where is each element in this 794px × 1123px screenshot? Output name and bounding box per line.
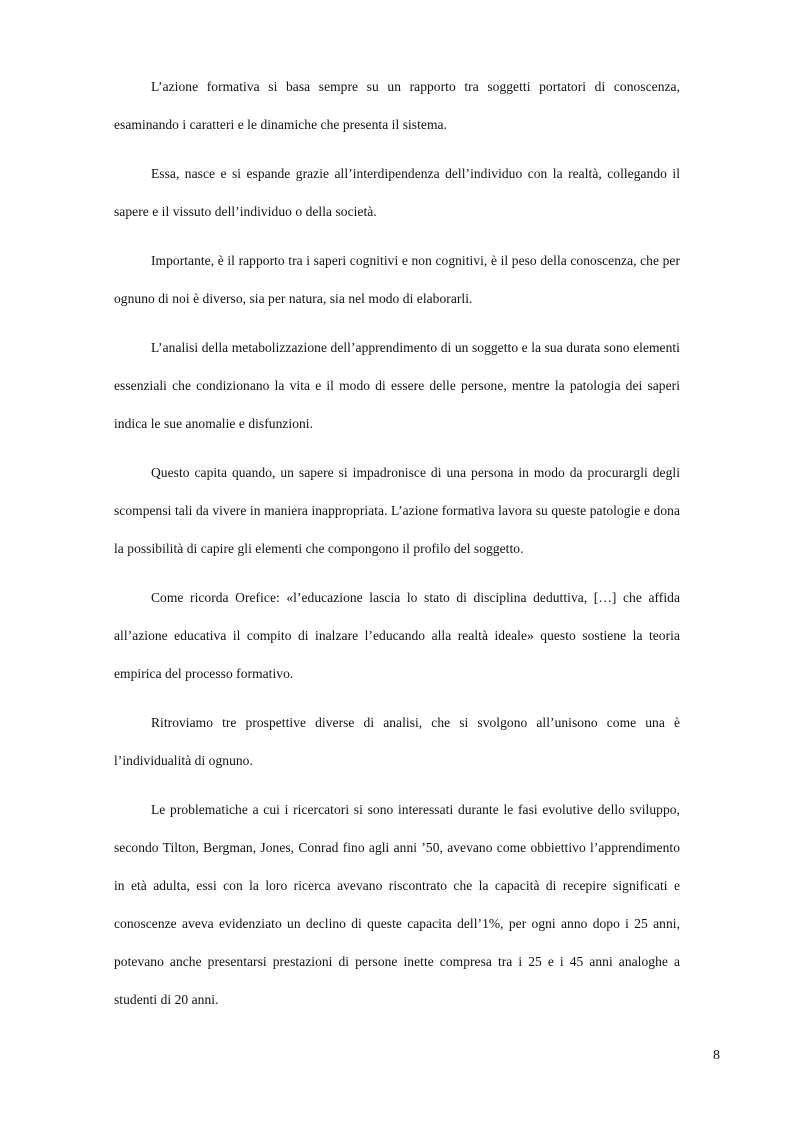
paragraph-2: Essa, nasce e si espande grazie all’interdipendenza dell’individuo con la realtà, collegando il sapere e il vissuto dell’individuo o della società. (114, 166, 680, 219)
paragraph-3: Importante, è il rapporto tra i saperi cognitivi e non cognitivi, è il peso della conoscenza, che per ognuno di noi è diverso, sia per natura, sia nel modo di elaborarli. (114, 253, 680, 306)
paragraph-5: Questo capita quando, un sapere si impadronisce di una persona in modo da procurargli degli scompensi tali da vivere in maniera inappropriata. L’azione formativa lavora su queste patologie e dona la possibilità di capire gli elementi che compongono il profilo del soggetto. (114, 465, 680, 556)
paragraph-1: L’azione formativa si basa sempre su un rapporto tra soggetti portatori di conoscenza, esaminando i caratteri e le dinamiche che presenta il sistema. (114, 79, 680, 132)
paragraph-6: Come ricorda Orefice: «l’educazione lascia lo stato di disciplina deduttiva, […] che affida all’azione educativa il compito di inalzare l’educando alla realtà ideale» questo sostiene la teoria empirica del processo formativo. (114, 590, 680, 681)
body-text (114, 68, 680, 1030)
page-number: 8 (713, 1048, 720, 1063)
paragraph-7: Ritroviamo tre prospettive diverse di analisi, che si svolgono all’unisono come una è l’individualità di ognuno. (114, 715, 680, 768)
paragraph-8: Le problematiche a cui i ricercatori si sono interessati durante le fasi evolutive dello sviluppo, secondo Tilton, Bergman, Jones, Conrad fino agli anni ’50, avevano come obbiettivo l’apprendimento in età adulta, essi con la loro ricerca avevano riscontrato che la capacità di recepire significati e conoscenze aveva evidenziato un declino di queste capacita dell’1%, per ogni anno dopo i 25 anni, potevano anche presentarsi prestazioni di persone inette compresa tra i 25 e i 45 anni analoghe a studenti di 20 anni. (114, 802, 680, 1007)
paragraph-4: L’analisi della metabolizzazione dell’apprendimento di un soggetto e la sua durata sono elementi essenziali che condizionano la vita e il modo di essere delle persone, mentre la patologia dei saperi indica le sue anomalie e disfunzioni. (114, 340, 680, 431)
